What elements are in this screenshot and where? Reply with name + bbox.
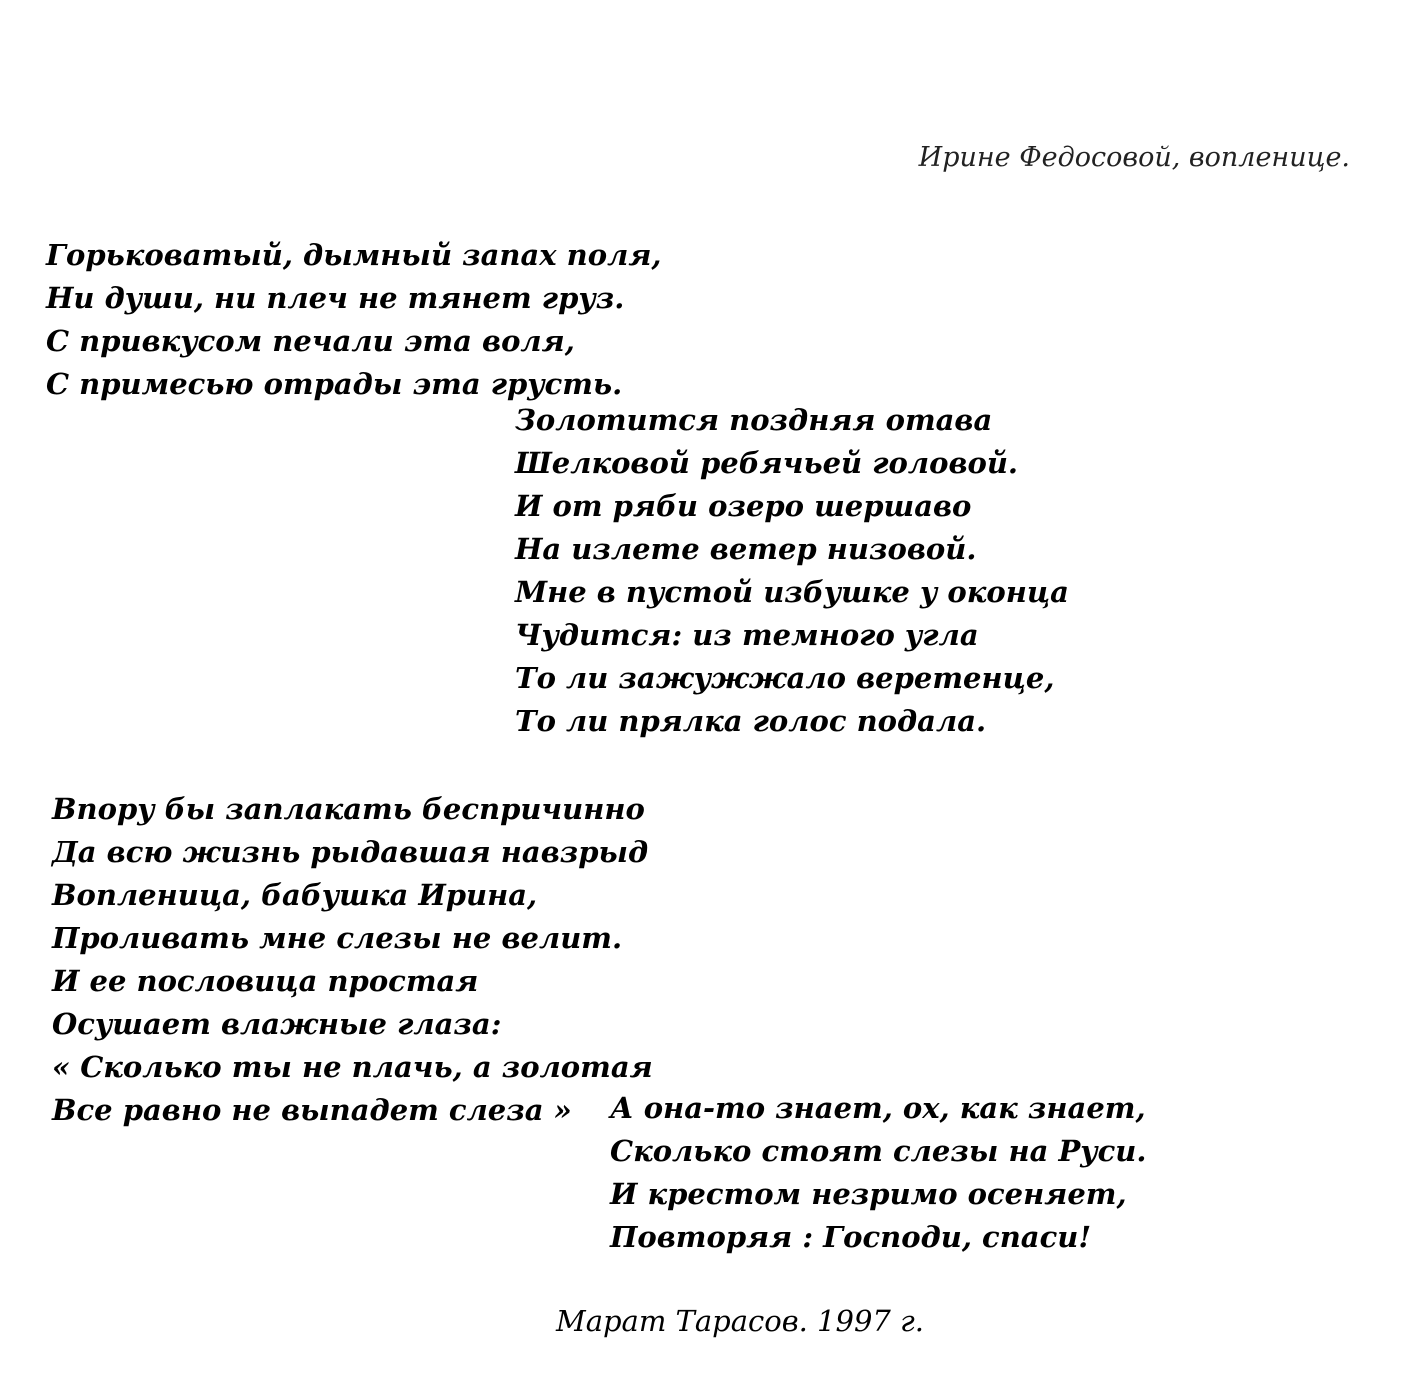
poem-line: Шелковой ребячьей головой. xyxy=(515,446,1019,480)
signature: Марат Тарасов. 1997 г. xyxy=(556,1304,924,1338)
poem-line: Золотится поздняя отава xyxy=(515,403,993,437)
poem-line: Вопленица, бабушка Ирина, xyxy=(52,878,538,912)
poem-line: То ли зажужжало веретенце, xyxy=(515,661,1055,695)
poem-line: То ли прялка голос подала. xyxy=(515,704,987,738)
poem-line: Проливать мне слезы не велит. xyxy=(52,921,623,955)
poem-line: « Сколько ты не плачь, а золотая xyxy=(52,1050,653,1084)
dedication: Ирине Федосовой, вопленице. xyxy=(918,142,1350,173)
poem-line: И ее пословица простая xyxy=(52,964,479,998)
poem-line: С привкусом печали эта воля, xyxy=(46,324,575,358)
poem-line: Повторяя : Господи, спаси! xyxy=(610,1220,1092,1254)
poem-line: Сколько стоят слезы на Руси. xyxy=(610,1134,1147,1168)
stanza-3 xyxy=(52,788,653,1132)
stanza-4 xyxy=(610,1087,1147,1259)
poem-line: Да всю жизнь рыдавшая навзрыд xyxy=(52,835,649,869)
poem-line: Все равно не выпадет слеза » xyxy=(52,1093,572,1127)
poem-line: И крестом незримо осеняет, xyxy=(610,1177,1127,1211)
poem-line: Осушает влажные глаза: xyxy=(52,1007,502,1041)
poem-line: И от ряби озеро шершаво xyxy=(515,489,972,523)
stanza-2 xyxy=(515,399,1069,743)
poem-line: Горьковатый, дымный запах поля, xyxy=(46,238,662,272)
poem-line: Ни души, ни плеч не тянет груз. xyxy=(46,281,625,315)
poem-line: С примесью отрады эта грусть. xyxy=(46,367,623,401)
poem-line: На излете ветер низовой. xyxy=(515,532,977,566)
stanza-1 xyxy=(46,234,662,406)
poem-line: А она-то знает, ох, как знает, xyxy=(610,1091,1146,1125)
poem-line: Чудится: из темного угла xyxy=(515,618,979,652)
poem-line: Впору бы заплакать беспричинно xyxy=(52,792,645,826)
poem-line: Мне в пустой избушке у оконца xyxy=(515,575,1069,609)
